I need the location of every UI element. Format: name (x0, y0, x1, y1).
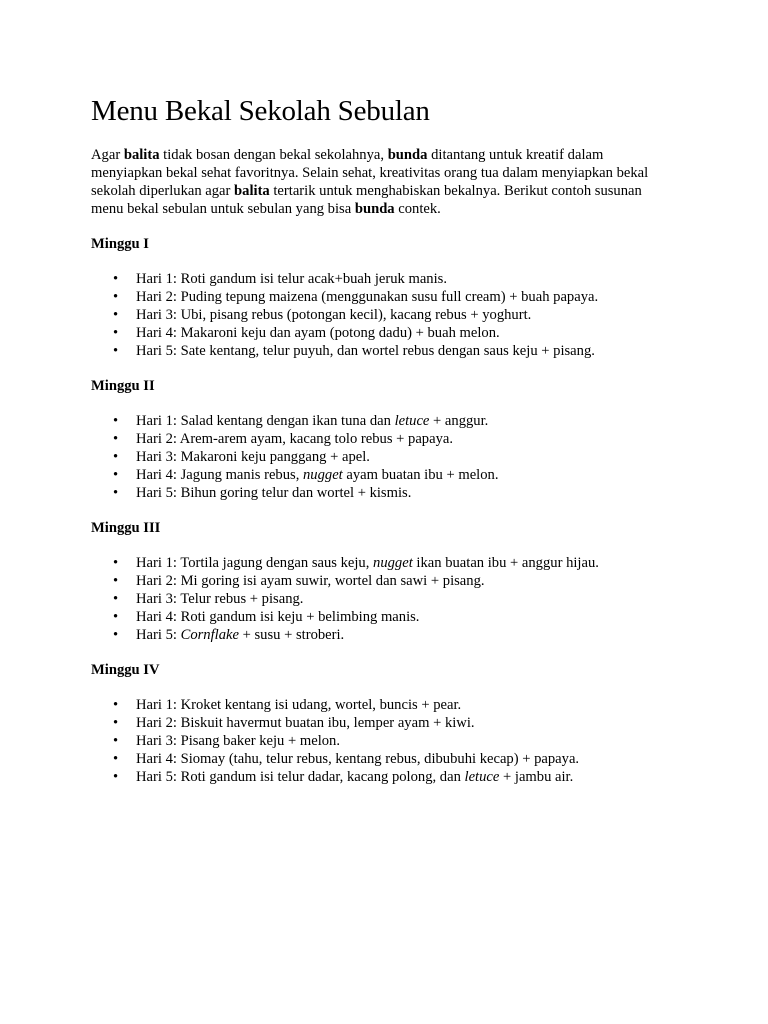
bullet-icon: • (113, 627, 119, 643)
intro-paragraph (91, 146, 671, 218)
list-item (91, 448, 691, 466)
item-text: Hari 1: Salad kentang dengan ikan tuna dan (136, 413, 395, 429)
item-text: Hari 1: Roti gandum isi telur acak+buah jeruk manis. (136, 271, 447, 287)
intro-bold-balita: balita (234, 183, 270, 199)
item-text: Hari 5: Roti gandum isi telur dadar, kacang polong, dan (136, 769, 465, 785)
weeks-container (91, 235, 691, 786)
item-italic-term: nugget (303, 467, 343, 483)
list-item (91, 750, 691, 768)
list-item (91, 608, 691, 626)
bullet-icon: • (113, 485, 119, 501)
bullet-icon: • (113, 289, 119, 305)
item-text: + susu + stroberi. (238, 627, 345, 643)
list-item (91, 714, 691, 732)
intro-text: contek. (394, 201, 441, 217)
list-item (91, 466, 691, 484)
item-text: Hari 3: Makaroni keju panggang + apel. (136, 449, 370, 465)
document-page (91, 92, 691, 786)
item-text: Hari 3: Pisang baker keju + melon. (136, 733, 340, 749)
list-item (91, 590, 691, 608)
item-italic-term: Cornflake (180, 627, 239, 643)
bullet-icon: • (113, 715, 119, 731)
item-text: Hari 2: Puding tepung maizena (menggunakan susu full cream) + buah papaya. (136, 289, 599, 305)
intro-bold-bunda: bunda (387, 147, 428, 163)
list-item (91, 270, 691, 288)
list-item (91, 342, 691, 360)
bullet-icon: • (113, 467, 119, 483)
item-text: ikan buatan ibu + anggur hijau. (412, 555, 599, 571)
item-text: Hari 5: (136, 627, 181, 643)
item-text: Hari 1: Tortila jagung dengan saus keju, (136, 555, 374, 571)
intro-text: ditantang untuk kreatif dalam menyiapkan bekal sehat favoritnya. Selain sehat, kreativitas orang tua dalam menyiapkan bekal sekolah diperlukan agar (91, 147, 649, 199)
item-text: Hari 3: Ubi, pisang rebus (potongan kecil), kacang rebus + yoghurt. (136, 307, 532, 323)
bullet-icon: • (113, 271, 119, 287)
item-text: Hari 4: Makaroni keju dan ayam (potong dadu) + buah melon. (136, 325, 500, 341)
item-text: Hari 4: Siomay (tahu, telur rebus, kentang rebus, dibubuhi kecap) + papaya. (136, 751, 580, 767)
item-text: ayam buatan ibu + melon. (342, 467, 499, 483)
intro-text: tertarik untuk menghabiskan bekalnya. Berikut contoh susunan menu bekal sebulan untuk sebulan yang bisa (91, 183, 642, 217)
item-text: Hari 5: Bihun goring telur dan wortel + kismis. (136, 485, 412, 501)
item-text: + jambu air. (499, 769, 574, 785)
menu-list (91, 412, 691, 502)
week-heading: Minggu I (91, 236, 149, 252)
intro-text: tidak bosan dengan bekal sekolahnya, (159, 147, 388, 163)
list-item (91, 412, 691, 430)
list-item (91, 324, 691, 342)
page-title: Menu Bekal Sekolah Sebulan (91, 95, 430, 127)
week-heading: Minggu IV (91, 662, 160, 678)
list-item (91, 288, 691, 306)
list-item (91, 626, 691, 644)
week-heading: Minggu III (91, 520, 161, 536)
bullet-icon: • (113, 733, 119, 749)
bullet-icon: • (113, 609, 119, 625)
item-italic-term: letuce (394, 413, 430, 429)
bullet-icon: • (113, 555, 119, 571)
bullet-icon: • (113, 591, 119, 607)
item-text: + anggur. (429, 413, 489, 429)
menu-list (91, 554, 691, 644)
bullet-icon: • (113, 449, 119, 465)
bullet-icon: • (113, 413, 119, 429)
list-item (91, 306, 691, 324)
list-item (91, 484, 691, 502)
bullet-icon: • (113, 769, 119, 785)
list-item (91, 696, 691, 714)
menu-list (91, 696, 691, 786)
bullet-icon: • (113, 431, 119, 447)
bullet-icon: • (113, 325, 119, 341)
bullet-icon: • (113, 751, 119, 767)
item-text: Hari 1: Kroket kentang isi udang, wortel, buncis + pear. (136, 697, 462, 713)
item-text: Hari 2: Biskuit havermut buatan ibu, lemper ayam + kiwi. (136, 715, 475, 731)
item-text: Hari 5: Sate kentang, telur puyuh, dan wortel rebus dengan saus keju + pisang. (136, 343, 595, 359)
list-item (91, 554, 691, 572)
menu-list (91, 270, 691, 360)
list-item (91, 430, 691, 448)
bullet-icon: • (113, 573, 119, 589)
item-text: Hari 4: Jagung manis rebus, (136, 467, 303, 483)
list-item (91, 572, 691, 590)
bullet-icon: • (113, 307, 119, 323)
list-item (91, 732, 691, 750)
bullet-icon: • (113, 343, 119, 359)
week-heading: Minggu II (91, 378, 155, 394)
item-text: Hari 2: Arem-arem ayam, kacang tolo rebus + papaya. (136, 431, 454, 447)
item-italic-term: letuce (464, 769, 500, 785)
item-text: Hari 2: Mi goring isi ayam suwir, wortel dan sawi + pisang. (136, 573, 485, 589)
intro-bold-balita: balita (123, 147, 160, 163)
intro-bold-bunda: bunda (354, 201, 395, 217)
list-item (91, 768, 691, 786)
intro-text: Agar (91, 147, 124, 163)
item-text: Hari 3: Telur rebus + pisang. (136, 591, 304, 607)
bullet-icon: • (113, 697, 119, 713)
item-italic-term: nugget (373, 555, 413, 571)
item-text: Hari 4: Roti gandum isi keju + belimbing manis. (136, 609, 420, 625)
